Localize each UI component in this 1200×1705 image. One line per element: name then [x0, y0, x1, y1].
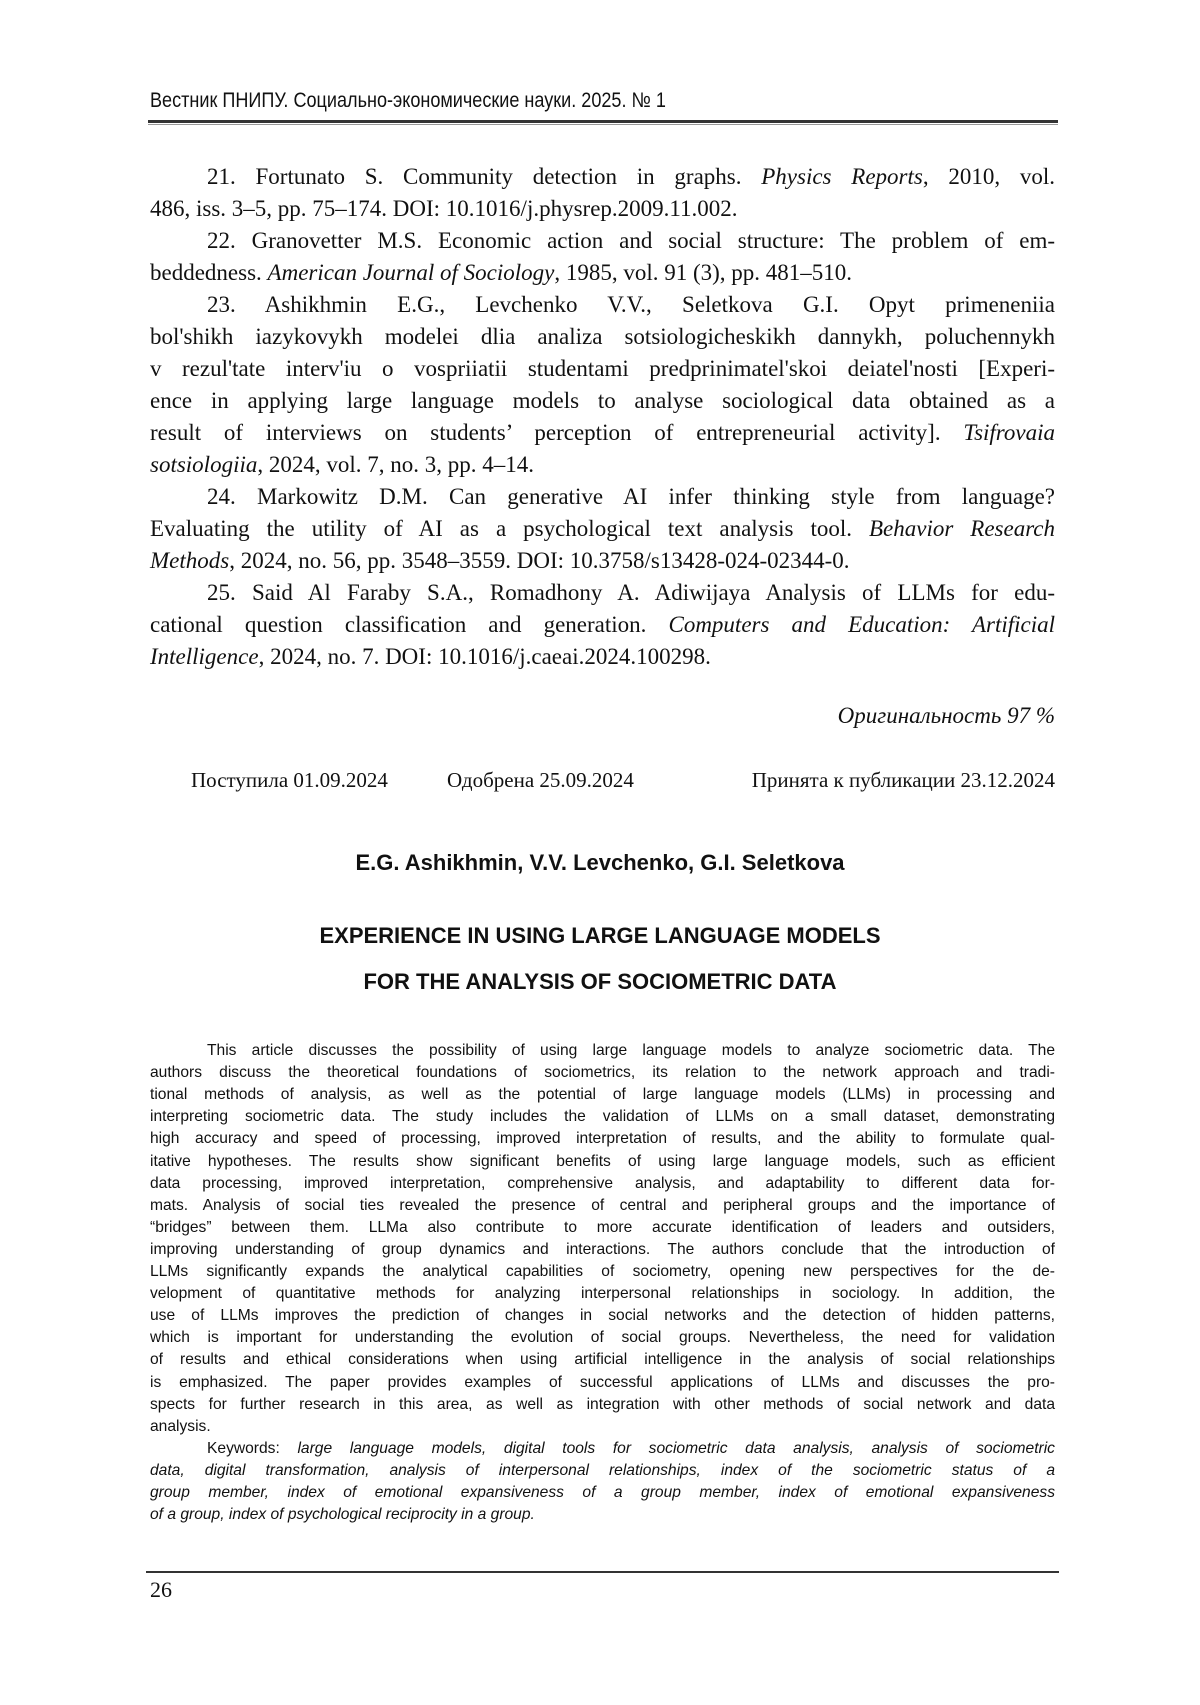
abstract-line: [150, 1195, 1055, 1217]
reference-line: [150, 353, 1055, 385]
text-segment: high accuracy and speed of processing, improved interpretation of results, and the ability to formulate qual-: [150, 1130, 1055, 1147]
reference-line: [207, 289, 1055, 321]
abstract-line: [150, 1261, 1055, 1283]
reference-line: [207, 161, 1055, 193]
text-segment: improving understanding of group dynamics and interactions. The authors conclude that the introduction of: [150, 1241, 1055, 1258]
text-segment: authors discuss the theoretical foundations of sociometrics, its relation to the network approach and tradi-: [150, 1064, 1055, 1081]
abstract-line: [150, 1106, 1055, 1128]
text-segment: 24. Markowitz D.M. Can generative AI infer thinking style from language?: [207, 484, 1055, 509]
abstract-line: [150, 1062, 1055, 1084]
abstract-line: [150, 1084, 1055, 1106]
abstract-line: [150, 1128, 1055, 1150]
text-segment: This article discusses the possibility of using large language models to analyze sociometric data. The: [207, 1042, 1055, 1059]
text-segment: of results and ethical considerations when using artificial intelligence in the analysis of social relationships: [150, 1351, 1055, 1368]
text-segment: itative hypotheses. The results show significant benefits of using large language models, such as efficient: [150, 1153, 1055, 1170]
article-authors: E.G. Ashikhmin, V.V. Levchenko, G.I. Seletkova: [0, 850, 1200, 876]
italic-text: Computers and Education: Artificial: [668, 612, 1055, 637]
keywords-line: [207, 1438, 1055, 1460]
text-segment: 25. Said Al Faraby S.A., Romadhony A. Adiwijaya Analysis of LLMs for edu-: [207, 580, 1055, 605]
text-segment: spects for further research in this area, as well as integration with other methods of social network and data: [150, 1396, 1055, 1413]
abstract-line: [150, 1305, 1055, 1327]
reference-line: [150, 257, 1055, 289]
italic-text: American Journal of Sociology: [268, 260, 555, 285]
reference-line: [150, 385, 1055, 417]
text-segment: Keywords:: [207, 1440, 297, 1457]
abstract-line: [150, 1283, 1055, 1305]
text-segment: beddedness.: [150, 260, 268, 285]
text-segment: “bridges” between them. LLMa also contribute to more accurate identification of leaders and outsiders,: [150, 1219, 1055, 1236]
text-segment: ence in applying large language models to analyse sociological data obtained as a: [150, 388, 1055, 413]
abstract-line: [150, 1372, 1055, 1394]
text-segment: velopment of quantitative methods for analyzing interpersonal relationships in sociology. In addition, the: [150, 1285, 1055, 1302]
keywords-line: [150, 1482, 1055, 1504]
text-segment: mats. Analysis of social ties revealed the presence of central and peripheral groups and the importance of: [150, 1197, 1055, 1214]
reference-line: [150, 641, 1055, 673]
text-segment: , 2024, no. 56, pp. 3548–3559. DOI: 10.3758/s13428-024-02344-0.: [229, 548, 849, 573]
abstract-line: [150, 1173, 1055, 1195]
reference-line: [150, 513, 1055, 545]
reference-line: [150, 545, 1055, 577]
text-segment: tional methods of analysis, as well as the potential of large language models (LLMs) in processing and: [150, 1086, 1055, 1103]
reference-line: [207, 225, 1055, 257]
abstract-line: [150, 1151, 1055, 1173]
reference-line: [207, 577, 1055, 609]
italic-text: Physics Reports: [761, 164, 923, 189]
abstract-line: [150, 1416, 1055, 1438]
abstract-line: [150, 1217, 1055, 1239]
header-divider: [148, 120, 1058, 123]
text-segment: use of LLMs improves the prediction of changes in social networks and the detection of hidden patterns,: [150, 1307, 1055, 1324]
text-segment: Evaluating the utility of AI as a psychological text analysis tool.: [150, 516, 869, 541]
italic-text: Tsifrovaia: [963, 420, 1055, 445]
text-segment: data processing, improved interpretation, comprehensive analysis, and adaptability to different data for-: [150, 1175, 1055, 1192]
italic-text: of a group, index of psychological reciprocity in a group.: [150, 1506, 535, 1523]
abstract-line: [150, 1327, 1055, 1349]
text-segment: 486, iss. 3–5, pp. 75–174. DOI: 10.1016/j.physrep.2009.11.002.: [150, 196, 738, 221]
text-segment: , 2010, vol.: [923, 164, 1055, 189]
abstract-line: [150, 1239, 1055, 1261]
reference-line: [150, 417, 1055, 449]
reference-line: [150, 609, 1055, 641]
text-segment: , 2024, vol. 7, no. 3, pp. 4–14.: [257, 452, 534, 477]
article-title-line-1: EXPERIENCE IN USING LARGE LANGUAGE MODELS: [0, 923, 1200, 949]
text-segment: result of interviews on students’ perception of entrepreneurial activity].: [150, 420, 963, 445]
text-segment: cational question classification and generation.: [150, 612, 668, 637]
text-segment: bol'shikh iazykovykh modelei dlia analiza sotsiologicheskikh dannykh, poluchennykh: [150, 324, 1055, 349]
text-segment: LLMs significantly expands the analytical capabilities of sociometry, opening new perspectives for the de-: [150, 1263, 1055, 1280]
journal-header: Вестник ПНИПУ. Социально-экономические науки. 2025. № 1: [150, 89, 666, 113]
text-segment: 21. Fortunato S. Community detection in graphs.: [207, 164, 761, 189]
reference-line: [150, 449, 1055, 481]
text-segment: , 1985, vol. 91 (3), pp. 481–510.: [554, 260, 852, 285]
italic-text: Behavior Research: [869, 516, 1055, 541]
italic-text: data, digital transformation, analysis of interpersonal relationships, index of the sociometric status of a: [150, 1462, 1055, 1479]
received-date: Поступила 01.09.2024: [191, 768, 388, 793]
approved-date: Одобрена 25.09.2024: [447, 768, 634, 793]
page-number: 26: [150, 1577, 172, 1603]
article-title-line-2: FOR THE ANALYSIS OF SOCIOMETRIC DATA: [0, 969, 1200, 995]
italic-text: Methods: [150, 548, 229, 573]
text-segment: interpreting sociometric data. The study includes the validation of LLMs on a small dataset, demonstrating: [150, 1108, 1055, 1125]
keywords-line: [150, 1504, 1055, 1526]
reference-line: [150, 193, 1055, 225]
reference-line: [207, 481, 1055, 513]
italic-text: group member, index of emotional expansiveness of a group member, index of emotional expansiveness: [150, 1484, 1055, 1501]
text-segment: 22. Granovetter M.S. Economic action and social structure: The problem of em-: [207, 228, 1055, 253]
abstract-line: [150, 1394, 1055, 1416]
text-segment: analysis.: [150, 1418, 211, 1435]
originality-note: Оригинальность 97 %: [838, 703, 1055, 729]
accepted-date: Принята к публикации 23.12.2024: [752, 768, 1055, 793]
abstract-line: [207, 1040, 1055, 1062]
text-segment: 23. Ashikhmin E.G., Levchenko V.V., Seletkova G.I. Opyt primeneniia: [207, 292, 1055, 317]
header-divider-thin: [148, 124, 1058, 125]
text-segment: v rezul'tate interv'iu o vospriiatii studentami predprinimatel'skoi deiatel'nosti [Experi-: [150, 356, 1055, 381]
italic-text: Intelligence: [150, 644, 259, 669]
text-segment: is emphasized. The paper provides examples of successful applications of LLMs and discusses the pro-: [150, 1374, 1055, 1391]
keywords-line: [150, 1460, 1055, 1482]
text-segment: which is important for understanding the evolution of social groups. Nevertheless, the need for validation: [150, 1329, 1055, 1346]
text-segment: , 2024, no. 7. DOI: 10.1016/j.caeai.2024.100298.: [259, 644, 711, 669]
footer-divider: [146, 1571, 1059, 1573]
abstract-line: [150, 1349, 1055, 1371]
italic-text: large language models, digital tools for sociometric data analysis, analysis of sociometric: [297, 1440, 1055, 1457]
italic-text: sotsiologiia: [150, 452, 257, 477]
reference-line: [150, 321, 1055, 353]
